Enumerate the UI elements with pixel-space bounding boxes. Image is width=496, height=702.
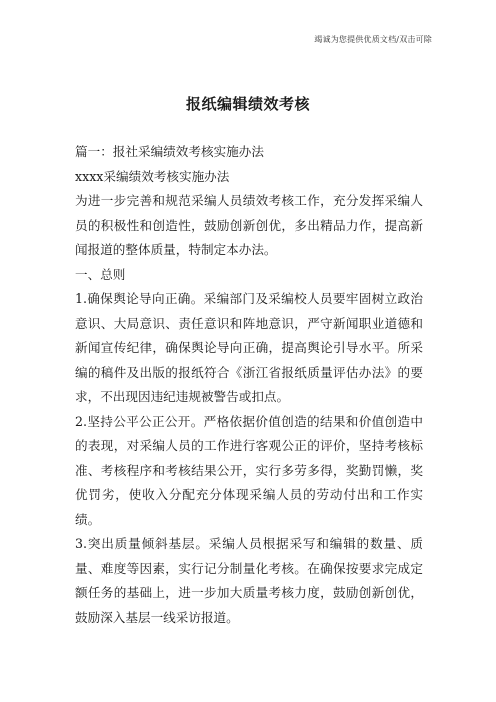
- header-note: 竭诚为您提供优质文档/双击可除: [314, 35, 432, 44]
- intro-paragraph: 为进一步完善和规范采编人员绩效考核工作，充分发挥采编人员的积极性和创造性，鼓励创新创优，多出精品力作，提高新闻报道的整体质量，特制定本办法。: [75, 193, 423, 257]
- section-heading-article-one: 篇一：报社采编绩效考核实施办法: [75, 144, 264, 159]
- section-heading-general: 一、总则: [75, 266, 126, 282]
- clause-3-paragraph: 3.突出质量倾斜基层。采编人员根据采写和编辑的数量、质量、难度等因素，实行记分制量化考核。在确保按要求完成定额任务的基础上，进一步加大质量考核力度，鼓励创新创优，鼓励深入基层一线采访报道。: [75, 536, 423, 625]
- document-title: 报纸编辑绩效考核: [185, 95, 310, 113]
- document-subtitle: xxxx采编绩效考核实施办法: [75, 168, 230, 184]
- clause-1-paragraph: 1.确保舆论导向正确。采编部门及采编校人员要牢固树立政治意识、大局意识、责任意识和阵地意识，严守新闻职业道德和新闻宣传纪律，确保舆论导向正确，提高舆论引导水平。所采编的稿件及出版的报纸符合《浙江省报纸质量评估办法》的要求，不出现因违纪违规被警告或扣点。: [75, 291, 423, 404]
- clause-2-paragraph: 2.坚持公平公正公开。严格依据价值创造的结果和价值创造中的表现，对采编人员的工作进行客观公正的评价，坚持考核标准、考核程序和考核结果公开，实行多劳多得，奖勤罚懒，奖优罚劣，使收入分配充分体现采编人员的劳动付出和工作实绩。: [75, 413, 423, 527]
- document-body: [75, 140, 423, 630]
